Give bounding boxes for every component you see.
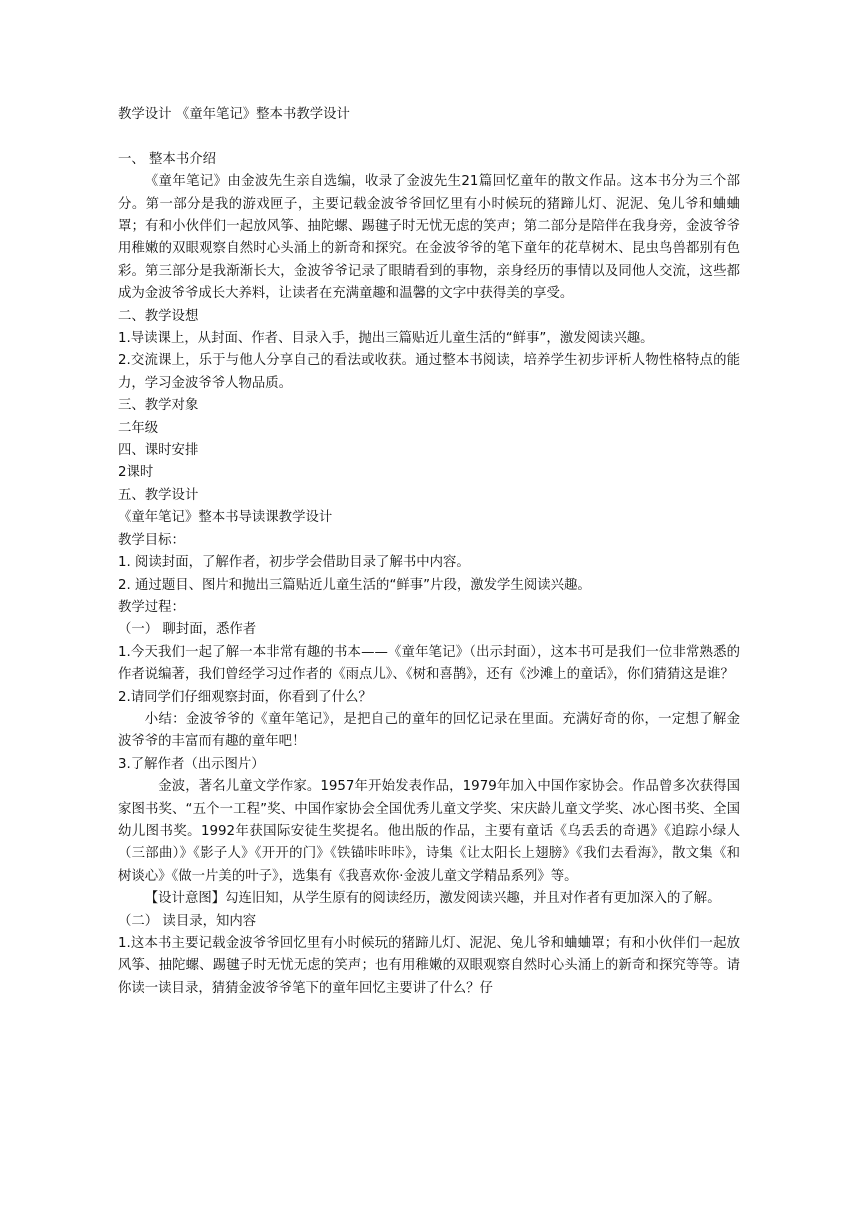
section-heading-design: 五、教学设计 bbox=[118, 487, 199, 503]
paragraph-schedule: 2课时 bbox=[118, 465, 154, 481]
paragraph-audience: 二年级 bbox=[118, 420, 159, 436]
subheading-objectives: 教学目标： bbox=[118, 532, 185, 548]
section-heading-schedule: 四、课时安排 bbox=[118, 443, 199, 459]
paragraph-author-bio: 金波，著名儿童文学作家。1957年开始发表作品，1979年加入中国作家协会。作品曾多次获得国家图书奖、“五个一工程”奖、中国作家协会全国优秀儿童文学奖、宋庆龄儿童文学奖、冰心图书奖、全国幼儿图书奖。1992年获国际安徒生奖提名。他出版的作品，主要有童话《乌丢丢的奇遇》《追踪小绿人（三部曲）》《影子人》《开开的门》《铁锚咔咔咔》，诗集《让太阳长上翅膀》《我们去看海》，散文集《和树谈心》《做一片美的叶子》，选集有《我喜欢你·金波儿童文学精品系列》等。 bbox=[118, 779, 740, 884]
paragraph-idea-2: 2.交流课上，乐于与他人分享自己的看法或收获。通过整本书阅读，培养学生初步评析人物性格特点的能力，学习金波爷爷人物品质。 bbox=[118, 353, 740, 391]
paragraph-contents-1: 1.这本书主要记载金波爷爷回忆里有小时候玩的猪蹄儿灯、泥泥、兔儿爷和蛐蛐罩；有和小伙伴们一起放风筝、抽陀螺、踢毽子时无忧无虑的笑声；也有用稚嫩的双眼观察自然时心头涌上的新奇和探究等等。请你读一读目录，猜猜金波爷爷笔下的童年回忆主要讲了什么？仔 bbox=[118, 936, 740, 996]
step-heading-contents: （二） 读目录，知内容 bbox=[118, 913, 257, 929]
paragraph-cover-1: 1.今天我们一起了解一本非常有趣的书本——《童年笔记》（出示封面），这本书可是我们一位非常熟悉的作者说编著，我们曾经学习过作者的《雨点儿》、《树和喜鹊》，还有《沙滩上的童话》，你们猜猜这是谁？ bbox=[118, 644, 740, 683]
paragraph-objective-2: 2. 通过题目、图片和抛出三篇贴近儿童生活的“鲜事”片段，激发学生阅读兴趣。 bbox=[118, 577, 591, 593]
paragraph-author-heading: 3.了解作者（出示图片） bbox=[118, 756, 265, 772]
document-body bbox=[118, 104, 740, 1000]
subheading-process: 教学过程： bbox=[118, 599, 185, 615]
section-heading-audience: 三、教学对象 bbox=[118, 398, 199, 414]
paragraph-design-intent: 【设计意图】勾连旧知，从学生原有的阅读经历，激发阅读兴趣，并且对作者有更加深入的了解。 bbox=[144, 891, 721, 907]
step-heading-cover: （一） 聊封面，悉作者 bbox=[118, 622, 257, 638]
subheading-lesson-design: 《童年笔记》整本书导读课教学设计 bbox=[118, 510, 333, 526]
paragraph-idea-1: 1.导读课上，从封面、作者、目录入手，抛出三篇贴近儿童生活的“鲜事”，激发阅读兴趣。 bbox=[118, 331, 654, 347]
paragraph-cover-2: 2.请同学们仔细观察封面，你看到了什么？ bbox=[118, 689, 372, 705]
paragraph-objective-1: 1. 阅读封面，了解作者，初步学会借助目录了解书中内容。 bbox=[118, 555, 470, 571]
section-heading-intro: 一、 整本书介绍 bbox=[118, 151, 216, 167]
section-heading-idea: 二、教学设想 bbox=[118, 308, 199, 324]
paragraph-book-intro: 《童年笔记》由金波先生亲自选编，收录了金波先生21篇回忆童年的散文作品。这本书分为三个部分。第一部分是我的游戏匣子，主要记载金波爷爷回忆里有小时候玩的猪蹄儿灯、泥泥、兔儿爷和蛐蛐罩；有和小伙伴们一起放风筝、抽陀螺、踢毽子时无忧无虑的笑声；第二部分是陪伴在我身旁，金波爷爷用稚嫩的双眼观察自然时心头涌上的新奇和探究。在金波爷爷的笔下童年的花草树木、昆虫鸟兽都别有色彩。第三部分是我渐渐长大，金波爷爷记录了眼睛看到的事物，亲身经历的事情以及同他人交流，这些都成为金波爷爷成长大养料，让读者在充满童趣和温馨的文字中获得美的享受。 bbox=[118, 174, 740, 302]
paragraph-summary: 小结：金波爷爷的《童年笔记》，是把自己的童年的回忆记录在里面。充满好奇的你，一定想了解金波爷爷的丰富而有趣的童年吧！ bbox=[118, 711, 740, 750]
document-title: 教学设计 《童年笔记》整本书教学设计 bbox=[118, 107, 350, 122]
